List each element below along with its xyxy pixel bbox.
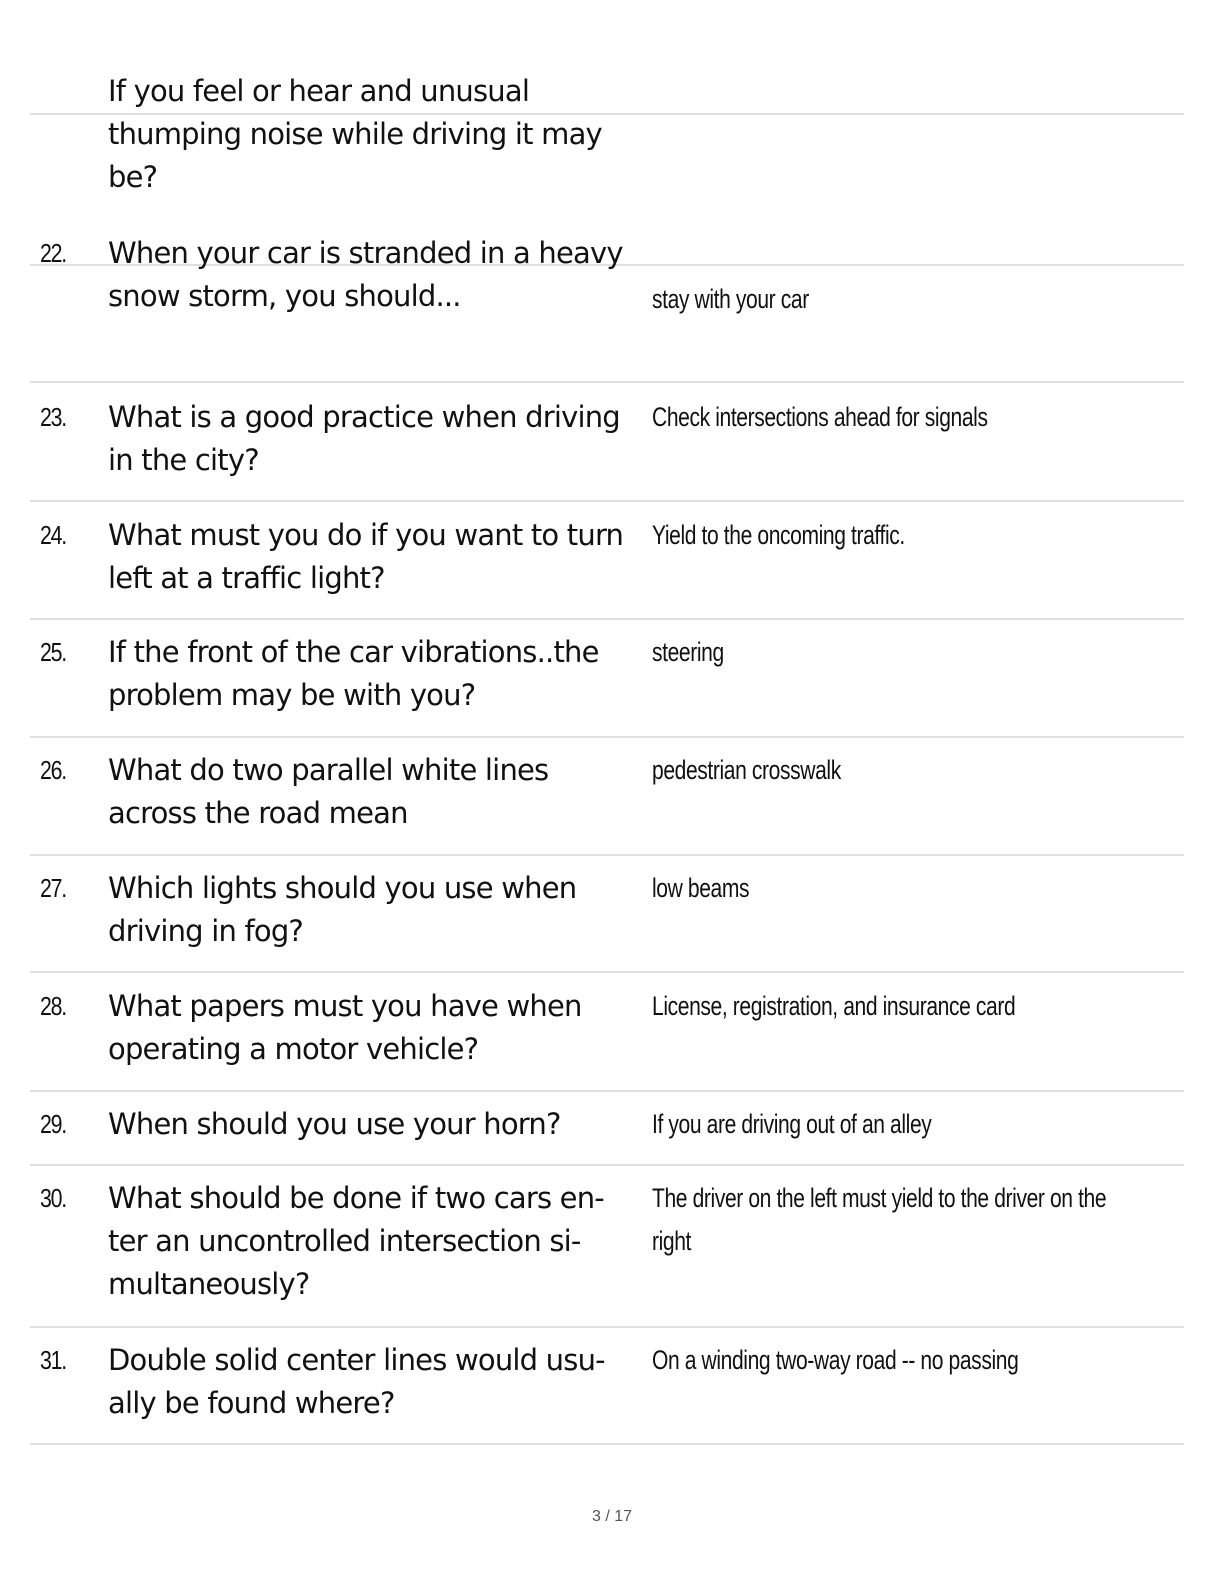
question-number: 25. xyxy=(40,637,66,667)
row-divider xyxy=(30,971,1184,973)
answer-line: right xyxy=(652,1226,692,1256)
question-number: 26. xyxy=(40,755,66,785)
question-text xyxy=(108,631,648,717)
question-number: 28. xyxy=(40,991,66,1021)
question-number: 29. xyxy=(40,1109,66,1139)
answer-line: License, registration, and insurance card xyxy=(652,991,1016,1021)
question-text xyxy=(108,70,648,199)
row-divider xyxy=(30,1164,1184,1166)
question-number: 30. xyxy=(40,1183,66,1213)
question-line: If you feel or hear and unusual xyxy=(108,74,530,108)
row-divider xyxy=(30,1326,1184,1328)
question-line: driving in fog? xyxy=(108,914,304,948)
question-number: 23. xyxy=(40,402,66,432)
question-number: 24. xyxy=(40,520,66,550)
question-text xyxy=(108,1103,648,1146)
answer-text xyxy=(652,514,1136,557)
row-divider xyxy=(30,1443,1184,1445)
question-line: If the front of the car vibrations..the xyxy=(108,635,599,669)
answer-text xyxy=(652,867,1136,910)
question-line: What papers must you have when xyxy=(108,989,582,1023)
question-line: Double solid center lines would usu- xyxy=(108,1343,605,1377)
question-line: ter an uncontrolled intersection si- xyxy=(108,1224,581,1258)
answer-line: On a winding two-way road -- no passing xyxy=(652,1345,1019,1375)
answer-text xyxy=(652,396,1136,439)
answer-text xyxy=(652,1339,1136,1382)
question-text xyxy=(108,749,648,835)
question-line: thumping noise while driving it may xyxy=(108,117,602,151)
answer-text xyxy=(652,1177,1136,1263)
row-divider xyxy=(30,854,1184,856)
question-text xyxy=(108,396,648,482)
question-line: operating a motor vehicle? xyxy=(108,1032,479,1066)
question-text xyxy=(108,1339,648,1425)
answer-line: Yield to the oncoming traffic. xyxy=(652,520,905,550)
question-line: problem may be with you? xyxy=(108,678,476,712)
question-line: What must you do if you want to turn xyxy=(108,518,624,552)
question-line: ally be found where? xyxy=(108,1386,395,1420)
question-text xyxy=(108,1177,648,1306)
answer-line: The driver on the left must yield to the driver on the xyxy=(652,1183,1107,1213)
question-line: What do two parallel white lines xyxy=(108,753,549,787)
row-divider xyxy=(30,618,1184,620)
row-divider xyxy=(30,500,1184,502)
question-text xyxy=(108,514,648,600)
row-divider xyxy=(30,736,1184,738)
answer-line: low beams xyxy=(652,873,750,903)
answer-line: stay with your car xyxy=(652,284,809,314)
answer-line: Check intersections ahead for signals xyxy=(652,402,988,432)
question-line: What should be done if two cars en- xyxy=(108,1181,604,1215)
answer-text xyxy=(652,1103,1136,1146)
answer-text xyxy=(652,278,1136,321)
question-line: be? xyxy=(108,160,158,194)
question-line: When your car is stranded in a heavy xyxy=(108,236,623,270)
question-line: multaneously? xyxy=(108,1267,310,1301)
answer-text xyxy=(652,749,1136,792)
answer-text xyxy=(652,985,1136,1028)
question-text xyxy=(108,867,648,953)
question-line: snow storm, you should... xyxy=(108,279,461,313)
page-indicator: 3 / 17 xyxy=(591,1508,633,1525)
question-number: 22. xyxy=(40,238,66,268)
answer-line: If you are driving out of an alley xyxy=(652,1109,932,1139)
answer-text xyxy=(652,631,1136,674)
question-line: When should you use your horn? xyxy=(108,1107,561,1141)
question-number: 27. xyxy=(40,873,66,903)
question-line: Which lights should you use when xyxy=(108,871,577,905)
row-divider xyxy=(30,381,1184,383)
answer-line: pedestrian crosswalk xyxy=(652,755,841,785)
question-line: What is a good practice when driving xyxy=(108,400,620,434)
answer-line: steering xyxy=(652,637,724,667)
question-line: in the city? xyxy=(108,443,259,477)
question-line: across the road mean xyxy=(108,796,408,830)
row-divider xyxy=(30,1090,1184,1092)
question-line: left at a traffic light? xyxy=(108,561,385,595)
question-number: 31. xyxy=(40,1345,66,1375)
question-text xyxy=(108,985,648,1071)
question-text xyxy=(108,232,648,318)
